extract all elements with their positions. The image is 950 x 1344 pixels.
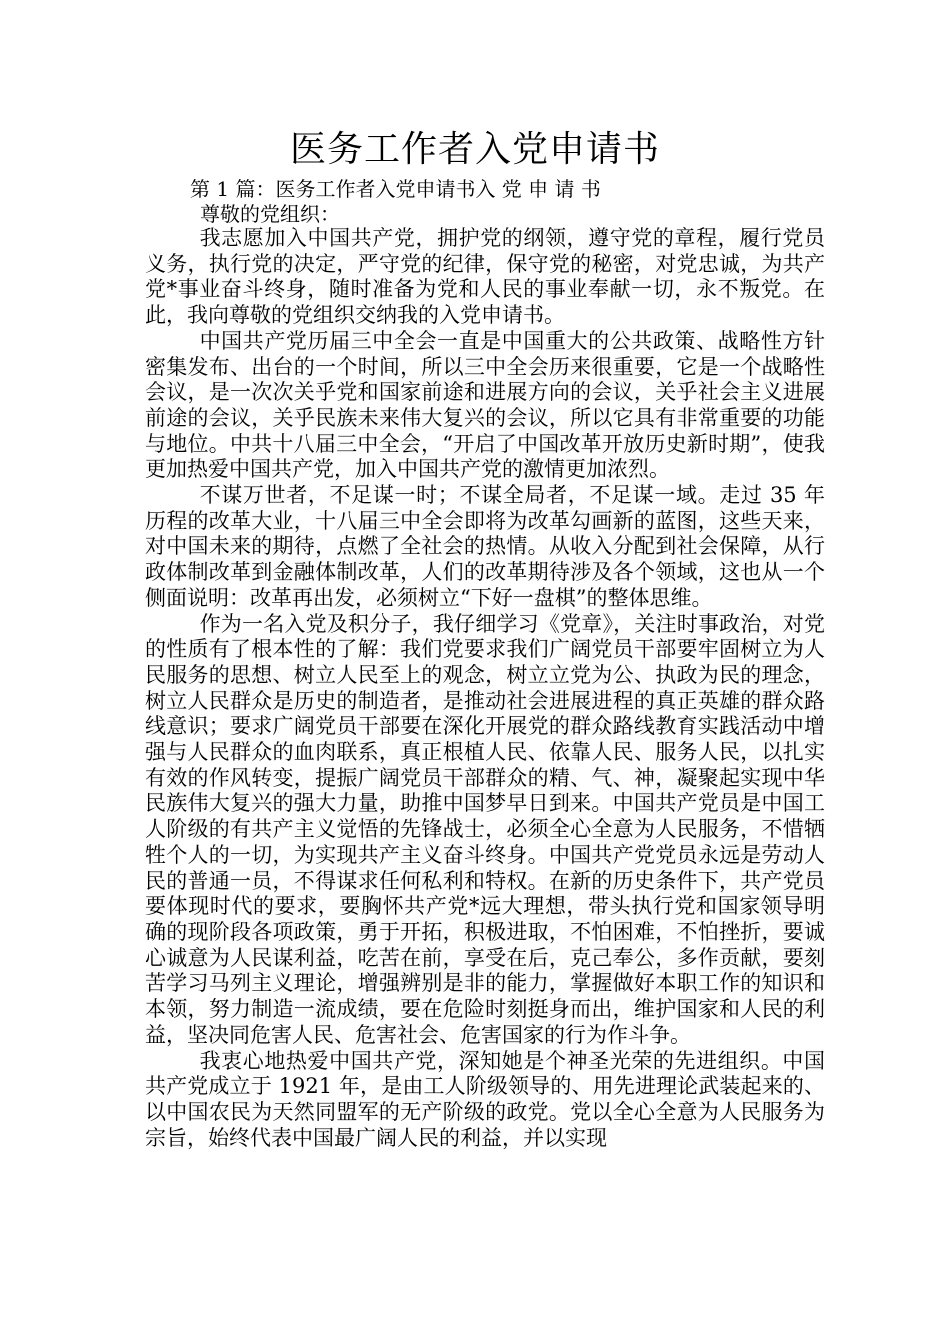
paragraph: 我志愿加入中国共产党，拥护党的纲领，遵守党的章程，履行党员义务，执行党的决定，严守党的纪律，保守党的秘密，对党忠诚，为共产党*事业奋斗终身，随时准备为党和人民的事业奉献一切，永不叛党。在此，我向尊敬的党组织交纳我的入党申请书。 bbox=[145, 226, 825, 328]
letter-body bbox=[145, 226, 825, 1151]
chapter-heading: 第 1 篇：医务工作者入党申请书入 党 申 请 书 bbox=[190, 177, 601, 201]
paragraph: 不谋万世者，不足谋一时；不谋全局者，不足谋一域。走过 35 年历程的改革大业，十八届三中全会即将为改革勾画新的蓝图，这些天来，对中国未来的期待，点燃了全社会的热情。从收入分配到社会保障，从行政体制改革到金融体制改革，人们的改革期待涉及各个领域，这也从一个侧面说明：改革再出发，必须树立“下好一盘棋”的整体思维。 bbox=[145, 483, 825, 610]
document-title: 医务工作者入党申请书 bbox=[289, 129, 660, 170]
paragraph: 中国共产党历届三中全会一直是中国重大的公共政策、战略性方针密集发布、出台的一个时间，所以三中全会历来很重要，它是一个战略性会议，是一次次关乎党和国家前途和进展方向的会议，关乎社会主义进展前途的会议，关乎民族未来伟大复兴的会议，所以它具有非常重要的功能与地位。中共十八届三中全会，“开启了中国改革开放历史新时期”，使我更加热爱中国共产党，加入中国共产党的激情更加浓烈。 bbox=[145, 328, 825, 482]
paragraph: 我衷心地热爱中国共产党，深知她是个神圣光荣的先进组织。中国共产党成立于 1921 年，是由工人阶级领导的、用先进理论武装起来的、以中国农民为天然同盟军的无产阶级的政党。党以全心全意为人民服务为宗旨，始终代表中国最广阔人民的利益，并以实现 bbox=[145, 1048, 825, 1150]
salutation: 尊敬的党组织： bbox=[200, 202, 340, 226]
paragraph: 作为一名入党及积分子，我仔细学习《党章》，关注时事政治，对党的性质有了根本性的了解：我们党要求我们广阔党员干部要牢固树立为人民服务的思想、树立人民至上的观念，树立立党为公、执政为民的理念，树立人民群众是历史的制造者，是推动社会进展进程的真正英雄的群众路线意识；要求广阔党员干部要在深化开展党的群众路线教育实践活动中增强与人民群众的血肉联系，真正根植人民、依靠人民、服务人民，以扎实有效的作风转变，提振广阔党员干部群众的精、气、神，凝聚起实现中华民族伟大复兴的强大力量，助推中国梦早日到来。中国共产党员是中国工人阶级的有共产主义觉悟的先锋战士，必须全心全意为人民服务，不惜牺牲个人的一切，为实现共产主义奋斗终身。中国共产党党员永远是劳动人民的普通一员，不得谋求任何私利和特权。在新的历史条件下，共产党员要体现时代的要求，要胸怀共产党*远大理想，带头执行党和国家领导明确的现阶段各项政策，勇于开拓，积极进取，不怕困难，不怕挫折，要诚心诚意为人民谋利益，吃苦在前，享受在后，克己奉公，多作贡献，要刻苦学习马列主义理论，增强辨别是非的能力，掌握做好本职工作的知识和本领，努力制造一流成绩，要在危险时刻挺身而出，维护国家和人民的利益，坚决同危害人民、危害社会、危害国家的行为作斗争。 bbox=[145, 611, 825, 1047]
